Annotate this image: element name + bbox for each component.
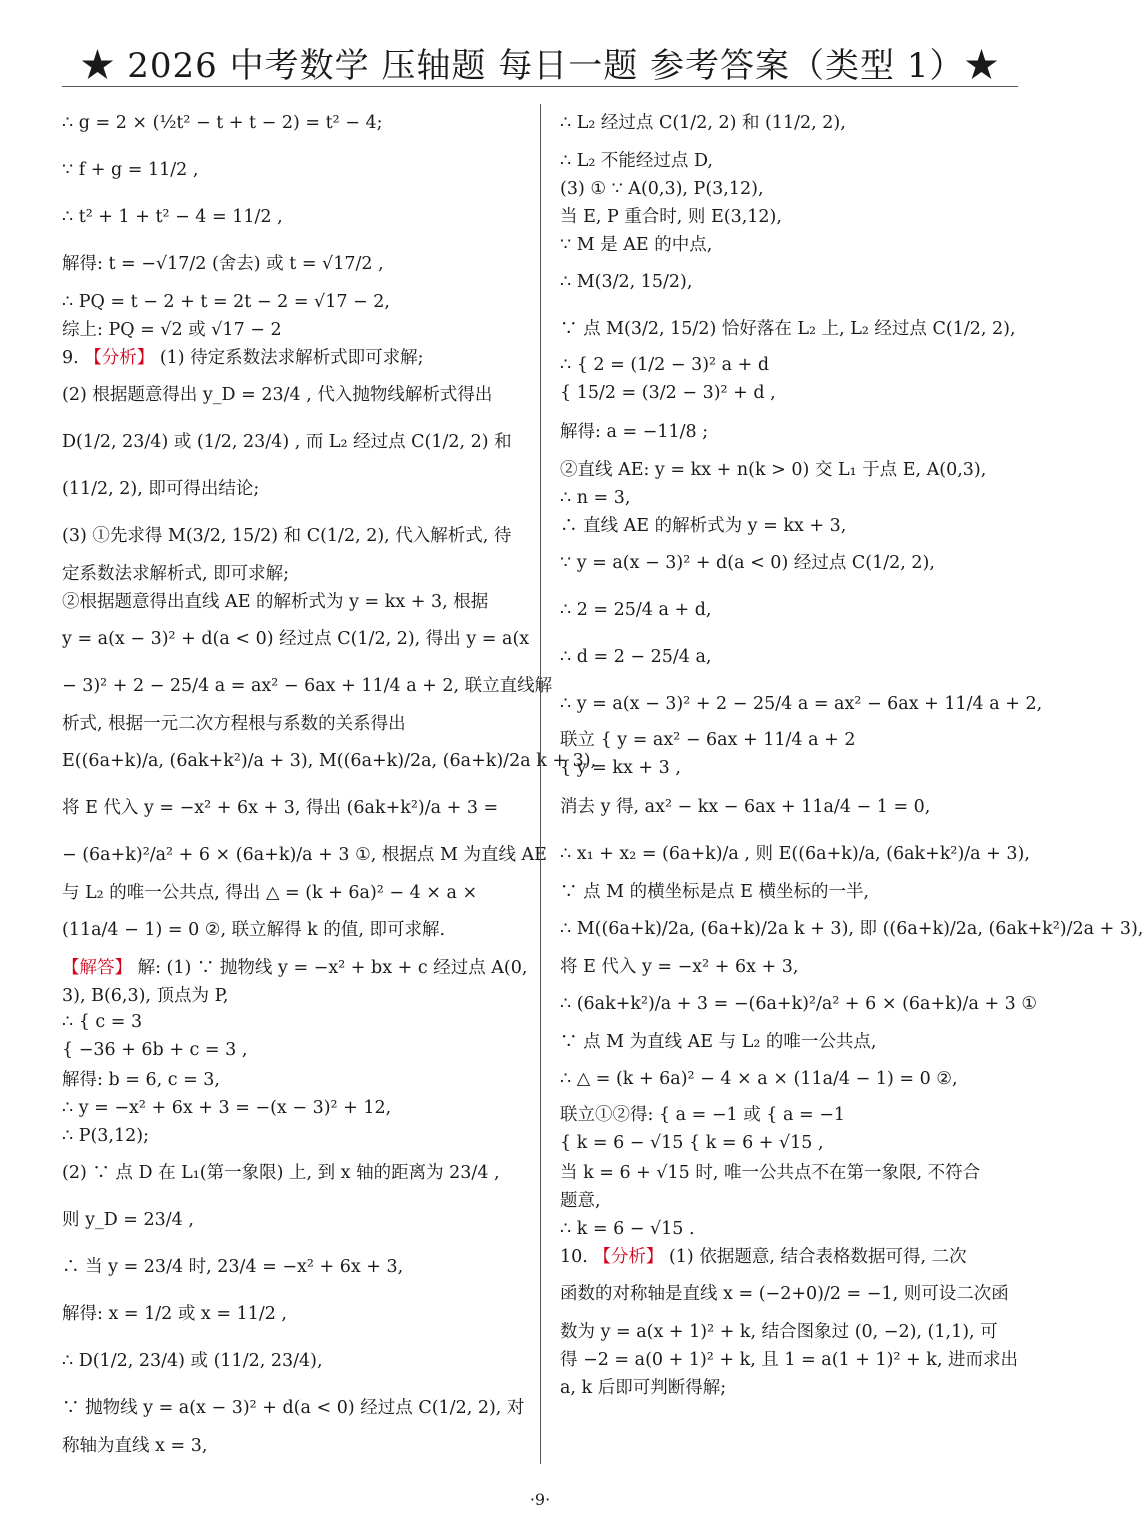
text-line: 得 −2 = a(0 + 1)² + k, 且 1 = a(1 + 1)² + k, 进而求出: [560, 1350, 1018, 1370]
text-line: (3) ① ∵ A(0,3), P(3,12),: [560, 179, 764, 199]
text-line: ∴ PQ = t − 2 + t = 2t − 2 = √17 − 2,: [62, 292, 390, 312]
text-line: 当 E, P 重合时, 则 E(3,12),: [560, 207, 782, 227]
text-line: ②直线 AE: y = kx + n(k > 0) 交 L₁ 于点 E, A(0,3),: [560, 460, 987, 480]
text-line: ∴ k = 6 − √15 .: [560, 1219, 695, 1239]
text-line: ∴ (6ak+k²)/a + 3 = −(6a+k)²/a² + 6 × (6a+k)/a + 3 ①: [560, 994, 1038, 1014]
text-line: 【解答】 解: (1) ∵ 抛物线 y = −x² + bx + c 经过点 A(0,: [62, 958, 528, 978]
text-line: { −36 + 6b + c = 3 ,: [62, 1040, 248, 1060]
text-line: ∴ L₂ 经过点 C(1/2, 2) 和 (11/2, 2),: [560, 113, 846, 133]
text-line: ∴ D(1/2, 23/4) 或 (11/2, 23/4),: [62, 1351, 323, 1371]
section-marker: 【分析】: [84, 348, 155, 368]
text-line: (11a/4 − 1) = 0 ②, 联立解得 k 的值, 即可求解.: [62, 920, 446, 940]
text-line: 数为 y = a(x + 1)² + k, 结合图象过 (0, −2), (1,1), 可: [560, 1322, 998, 1342]
text-line: 联立①②得: { a = −1 或 { a = −1: [560, 1105, 846, 1125]
text-line: (3) ①先求得 M(3/2, 15/2) 和 C(1/2, 2), 代入解析式, 待: [62, 526, 512, 546]
text-line: 解得: a = −11/8 ;: [560, 422, 709, 442]
section-marker: 【解答】: [62, 958, 132, 978]
right-column: [560, 100, 1143, 1460]
text-line: 称轴为直线 x = 3,: [62, 1436, 208, 1456]
text-line: 消去 y 得, ax² − kx − 6ax + 11a/4 − 1 = 0,: [560, 797, 931, 817]
text-line: 综上: PQ = √2 或 √17 − 2: [62, 320, 282, 340]
text-line: 题意,: [560, 1191, 601, 1211]
section-marker: 【分析】: [593, 1247, 664, 1267]
text-line: ∵ f + g = 11/2 ,: [62, 160, 199, 180]
text-line: ∵ 点 M(3/2, 15/2) 恰好落在 L₂ 上, L₂ 经过点 C(1/2, 2),: [560, 319, 1016, 339]
text-line: { y = kx + 3 ,: [560, 758, 681, 778]
text-line: ∴ d = 2 − 25/4 a,: [560, 647, 712, 667]
text-line: (2) 根据题意得出 y_D = 23/4 , 代入抛物线解析式得出: [62, 385, 493, 405]
text-line: a, k 后即可判断得解;: [560, 1378, 727, 1398]
page-number: ·9·: [529, 1490, 551, 1509]
text-line: ∴ n = 3,: [560, 488, 631, 508]
text-line: ∴ y = a(x − 3)² + 2 − 25/4 a = ax² − 6ax + 11/4 a + 2,: [560, 694, 1043, 714]
text-line: E((6a+k)/a, (6ak+k²)/a + 3), M((6a+k)/2a, (6a+k)/2a k + 3),: [62, 751, 597, 771]
text-line: 10. 【分析】 (1) 依据题意, 结合表格数据可得, 二次: [560, 1247, 967, 1267]
text-line: ∴ 直线 AE 的解析式为 y = kx + 3,: [560, 516, 847, 536]
text-line: 将 E 代入 y = −x² + 6x + 3, 得出 (6ak+k²)/a + 3 =: [62, 798, 499, 818]
text-line: y = a(x − 3)² + d(a < 0) 经过点 C(1/2, 2), 得出 y = a(x: [62, 629, 530, 649]
text-line: { k = 6 − √15 { k = 6 + √15 ,: [560, 1133, 824, 1153]
text-line: ∴ g = 2 × (½t² − t + t − 2) = t² − 4;: [62, 113, 383, 133]
text-line: 解得: x = 1/2 或 x = 11/2 ,: [62, 1304, 287, 1324]
text-line: ∵ 抛物线 y = a(x − 3)² + d(a < 0) 经过点 C(1/2, 2), 对: [62, 1398, 525, 1418]
text-line: 将 E 代入 y = −x² + 6x + 3,: [560, 957, 799, 977]
text-line: 定系数法求解析式, 即可求解;: [62, 564, 290, 584]
text-line: ∴ x₁ + x₂ = (6a+k)/a , 则 E((6a+k)/a, (6ak+k²)/a + 3),: [560, 844, 1030, 864]
text-line: ∴ 当 y = 23/4 时, 23/4 = −x² + 6x + 3,: [62, 1257, 404, 1277]
text-line: ∴ L₂ 不能经过点 D,: [560, 151, 713, 171]
text-line: ∴ 2 = 25/4 a + d,: [560, 600, 712, 620]
text-line: 函数的对称轴是直线 x = (−2+0)/2 = −1, 则可设二次函: [560, 1284, 1009, 1304]
text-line: (2) ∵ 点 D 在 L₁(第一象限) 上, 到 x 轴的距离为 23/4 ,: [62, 1163, 500, 1183]
text-line: ②根据题意得出直线 AE 的解析式为 y = kx + 3, 根据: [62, 592, 489, 612]
text-line: 3), B(6,3), 顶点为 P,: [62, 986, 229, 1006]
page-title: ★ 2026 中考数学 压轴题 每日一题 参考答案（类型 1）★: [80, 46, 1000, 86]
text-line: ∴ t² + 1 + t² − 4 = 11/2 ,: [62, 207, 283, 227]
text-line: ∴ M((6a+k)/2a, (6a+k)/2a k + 3), 即 ((6a+k)/2a, (6ak+k²)/2a + 3),: [560, 919, 1143, 939]
text-line: − (6a+k)²/a² + 6 × (6a+k)/a + 3 ①, 根据点 M 为直线 AE: [62, 845, 547, 865]
text-line: 当 k = 6 + √15 时, 唯一公共点不在第一象限, 不符合: [560, 1163, 981, 1183]
text-line: 析式, 根据一元二次方程根与系数的关系得出: [62, 714, 406, 734]
text-line: 联立 { y = ax² − 6ax + 11/4 a + 2: [560, 730, 856, 750]
text-line: ∵ M 是 AE 的中点,: [560, 235, 713, 255]
text-line: 与 L₂ 的唯一公共点, 得出 △ = (k + 6a)² − 4 × a ×: [62, 883, 478, 903]
text-line: ∴ P(3,12);: [62, 1126, 149, 1146]
text-line: ∴ M(3/2, 15/2),: [560, 272, 693, 292]
text-line: 解得: b = 6, c = 3,: [62, 1070, 220, 1090]
text-line: (11/2, 2), 即可得出结论;: [62, 479, 260, 499]
text-line: ∴ y = −x² + 6x + 3 = −(x − 3)² + 12,: [62, 1098, 392, 1118]
text-line: ∵ 点 M 为直线 AE 与 L₂ 的唯一公共点,: [560, 1032, 877, 1052]
text-line: D(1/2, 23/4) 或 (1/2, 23/4) , 而 L₂ 经过点 C(1/2, 2) 和: [62, 432, 512, 452]
column-divider: [540, 104, 541, 1464]
text-line: ∴ { 2 = (1/2 − 3)² a + d: [560, 355, 770, 375]
text-line: ∴ { c = 3: [62, 1012, 143, 1032]
text-line: 则 y_D = 23/4 ,: [62, 1210, 194, 1230]
text-line: ∴ △ = (k + 6a)² − 4 × a × (11a/4 − 1) = 0 ②,: [560, 1069, 958, 1089]
text-line: − 3)² + 2 − 25/4 a = ax² − 6ax + 11/4 a + 2, 联立直线解: [62, 676, 553, 696]
text-line: ∵ 点 M 的横坐标是点 E 横坐标的一半,: [560, 882, 870, 902]
text-line: ∵ y = a(x − 3)² + d(a < 0) 经过点 C(1/2, 2),: [560, 553, 935, 573]
text-line: { 15/2 = (3/2 − 3)² + d ,: [560, 383, 776, 403]
text-line: 9. 【分析】 (1) 待定系数法求解析式即可求解;: [62, 348, 424, 368]
text-line: 解得: t = −√17/2 (舍去) 或 t = √17/2 ,: [62, 254, 384, 274]
header-rule: [62, 86, 1018, 87]
